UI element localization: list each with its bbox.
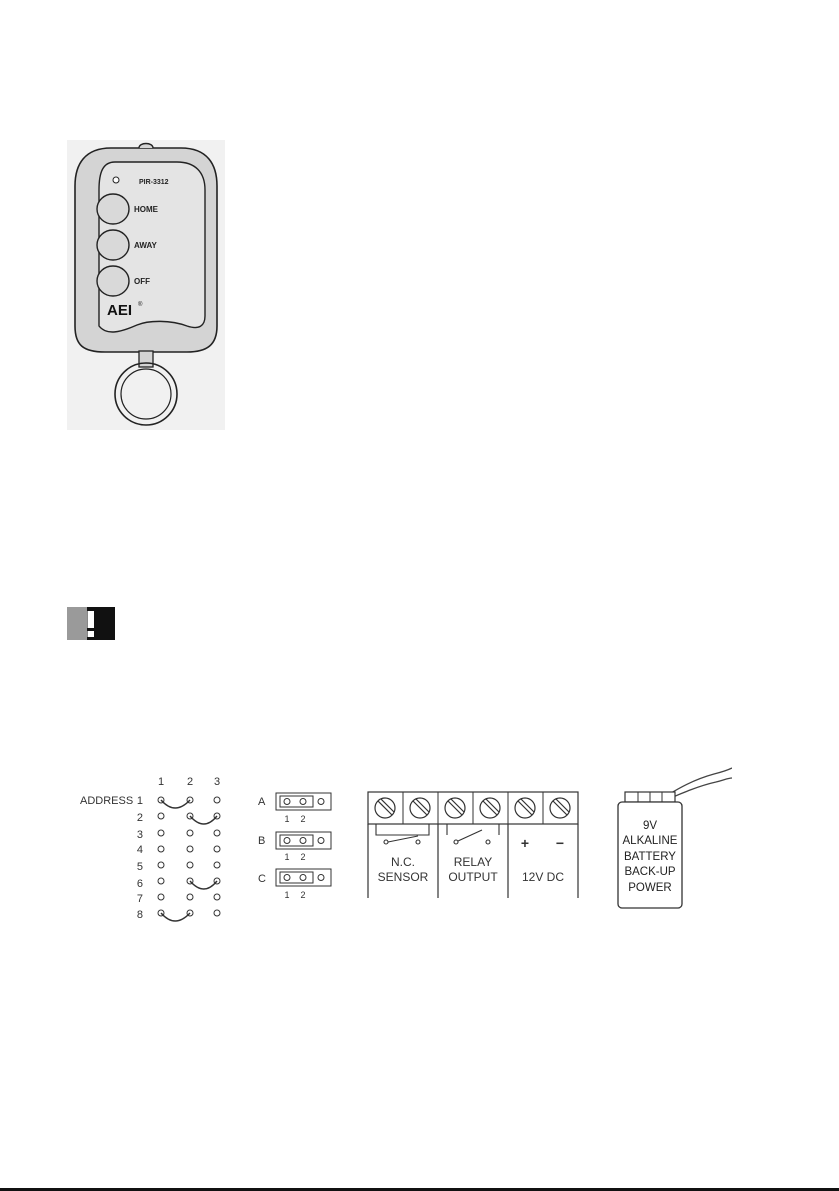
connector-diagram xyxy=(72,760,732,940)
jumper-pin-label: 2 xyxy=(300,890,306,900)
battery-illustration xyxy=(618,768,732,908)
terminal-group-label: 12V DC xyxy=(521,870,565,884)
jumper-pin-label: 2 xyxy=(300,852,306,862)
terminal-strip xyxy=(368,792,578,898)
battery-label-line: BACK-UP xyxy=(624,866,676,878)
exclamation-icon xyxy=(67,607,115,640)
jumper-pin-label: 2 xyxy=(300,814,306,824)
address-row-label: 3 xyxy=(136,829,143,841)
minus-terminal-sign: − xyxy=(555,835,565,851)
jumper-pin-label: 1 xyxy=(284,852,290,862)
terminal-group-label: N.C. xyxy=(391,855,415,869)
terminal-group-label: SENSOR xyxy=(377,870,429,884)
led-indicator xyxy=(113,177,119,183)
off-button-label: OFF xyxy=(134,277,150,286)
jumper-pin-label: 1 xyxy=(284,890,290,900)
battery-label-line: POWER xyxy=(628,882,672,894)
terminal-group-label: OUTPUT xyxy=(448,870,498,884)
jumper-label-a: A xyxy=(258,796,266,808)
brand-logo: AEI xyxy=(107,302,133,319)
jumper-label-c: C xyxy=(258,873,266,885)
remote-control-illustration xyxy=(67,140,225,430)
key-ring-loop xyxy=(139,351,153,367)
address-pin-grid xyxy=(158,797,220,916)
address-row-label: 5 xyxy=(136,861,143,873)
battery-label-line: 9V xyxy=(642,820,658,832)
address-column-label: 2 xyxy=(186,776,194,788)
remote-model-label: PIR-3312 xyxy=(139,179,169,186)
address-jumper-block xyxy=(80,776,220,921)
jumper-label-b: B xyxy=(258,835,266,847)
address-row-label: 6 xyxy=(136,878,143,890)
address-label: ADDRESS xyxy=(80,795,134,807)
plus-terminal-sign: + xyxy=(520,835,530,851)
brand-registered-mark: ® xyxy=(138,302,143,308)
address-row-label: 1 xyxy=(136,795,143,807)
address-jumper-links xyxy=(161,800,217,921)
terminal-group-label: RELAY xyxy=(453,855,493,869)
relay-switch-symbol xyxy=(447,824,499,844)
address-row-label: 7 xyxy=(136,893,143,905)
address-column-label: 1 xyxy=(157,776,165,788)
nc-switch-symbol xyxy=(376,824,429,844)
battery-label-line: BATTERY xyxy=(624,851,676,863)
away-button-label: AWAY xyxy=(134,241,157,250)
address-row-label: 4 xyxy=(136,844,143,856)
address-row-label: 8 xyxy=(136,909,143,921)
jumper-pin-label: 1 xyxy=(284,814,290,824)
home-button-label: HOME xyxy=(134,205,158,214)
battery-label-line: ALKALINE xyxy=(622,835,678,847)
address-column-label: 3 xyxy=(213,776,221,788)
address-row-label: 2 xyxy=(136,812,143,824)
abc-jumper-block xyxy=(258,793,331,900)
battery-wires xyxy=(666,768,732,796)
